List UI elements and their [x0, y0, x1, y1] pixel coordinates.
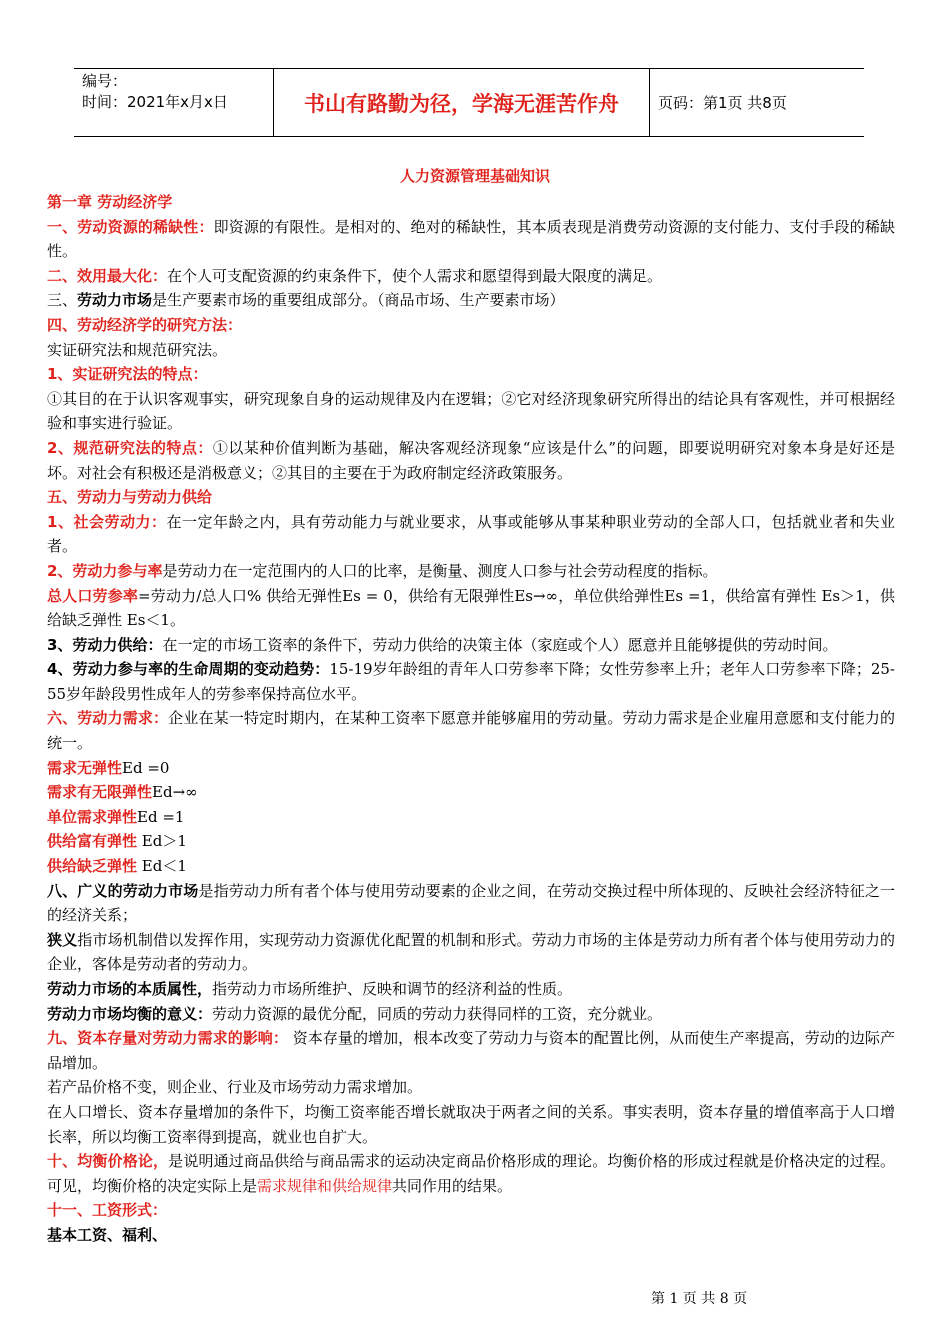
bold-term: 八、广义的劳动力市场: [47, 881, 199, 900]
section-heading: 十、均衡价格论，: [47, 1152, 169, 1171]
header-page-label: 页码：第1页 共8页: [658, 94, 787, 112]
paragraph-text: =劳动力/总人口% 供给无弹性Es = 0，供给有无限弹性Es→∞，单位供给弹性Es =1，供给富有弹性 Es＞1，供给缺乏弹性 Es＜1。: [47, 586, 895, 630]
section-heading: 四、劳动经济学的研究方法：: [47, 315, 243, 334]
header-meta: [74, 69, 274, 136]
paragraph-text: 三、: [47, 291, 78, 310]
paragraph-text: 即资源的有限性。是相对的、绝对的稀缺性，其本质表现是消费劳动资源的支付能力、支付手段的稀缺性。: [47, 217, 895, 261]
paragraph: [47, 854, 895, 879]
bold-term: 劳动力市场: [77, 291, 153, 310]
elasticity-term: 单位需求弹性: [47, 807, 138, 826]
paragraph-text: 是生产要素市场的重要组成部分。（商品市场、生产要素市场）: [152, 291, 565, 310]
section-heading: 总人口劳参率: [47, 586, 139, 605]
bold-term: 劳动力市场的本质属性，: [47, 980, 213, 998]
paragraph-text: 企业在某一特定时期内，在某种工资率下愿意并能够雇用的劳动量。劳动力需求是企业雇用意愿和支付能力的统一。: [47, 709, 895, 753]
bold-term: 劳动力市场均衡的意义：: [47, 1004, 213, 1023]
paragraph-text: ①以某种价值判断为基础，解决客观经济现象“应该是什么”的问题，即要说明研究对象本身是好还是坏。对社会有积极还是消极意义；②其目的主要在于为政府制定经济政策服务。: [47, 438, 895, 482]
paragraph: [47, 1149, 895, 1198]
highlighted-phrase: 需求规律和供给规律: [257, 1176, 393, 1195]
paragraph-text: Ed→∞: [152, 783, 198, 802]
paragraph: [47, 829, 895, 854]
paragraph-text: 是说明通过商品供给与商品需求的运动决定商品价格形成的理论。均衡价格的形成过程就是价格决定的过程。可见，均衡价格的决定实际上是: [47, 1152, 895, 1195]
elasticity-term: 供给缺乏弹性: [47, 857, 138, 876]
paragraph: [47, 264, 895, 289]
section-heading: 六、劳动力需求：: [47, 709, 169, 728]
paragraph: [47, 1100, 895, 1149]
document-header: [74, 68, 864, 137]
paragraph-text: 资本存量的增加，根本改变了劳动力与资本的配置比例，从而使生产率提高，劳动的边际产品增加。: [47, 1029, 895, 1072]
paragraph: [47, 805, 895, 830]
paragraph-text: 指市场机制借以发挥作用，实现劳动力资源优化配置的机制和形式。劳动力市场的主体是劳动力所有者个体与使用劳动力的企业，客体是劳动者的劳动力。: [47, 930, 895, 974]
paragraph: [47, 977, 895, 1002]
section-heading: 十一、工资形式：: [47, 1201, 168, 1220]
paragraph: [47, 1002, 895, 1027]
paragraph: [47, 387, 895, 436]
paragraph: [47, 362, 895, 387]
paragraph-text: Ed =1: [137, 807, 185, 826]
section-heading: 2、规范研究法的特点：: [47, 438, 213, 457]
paragraph: [47, 1026, 895, 1075]
paragraph: [47, 756, 895, 781]
paragraph: [47, 928, 895, 977]
chapter-title: 第一章 劳动经济学: [47, 193, 173, 211]
elasticity-term: 需求有无限弹性: [47, 783, 153, 802]
section-heading: 五、劳动力与劳动力供给: [47, 488, 213, 507]
paragraph: [47, 633, 895, 658]
bold-term: 基本工资、福利、: [47, 1225, 168, 1244]
paragraph: [47, 485, 895, 510]
section-heading: 一、劳动资源的稀缺性：: [47, 217, 214, 236]
paragraph-text: 在一定年龄之内，具有劳动能力与就业要求，从事或能够从事某种职业劳动的全部人口，包括就业者和失业者。: [47, 512, 895, 556]
paragraph: [47, 879, 895, 928]
paragraph: [47, 215, 895, 264]
paragraph-text: Ed =0: [122, 758, 170, 777]
paragraph-text: Ed＞1: [137, 832, 187, 851]
code-label: 编号：: [82, 72, 128, 90]
bold-term: 狭义: [47, 930, 78, 949]
paragraph-text: 是劳动力在一定范围内的人口的比率，是衡量、测度人口参与社会劳动程度的指标。: [162, 561, 718, 580]
paragraph-text: 在一定的市场工资率的条件下，劳动力供给的决策主体（家庭或个人）愿意并且能够提供的劳动时间。: [162, 635, 838, 654]
section-heading: 二、效用最大化：: [47, 266, 168, 285]
section-heading: 2、劳动力参与率: [47, 561, 163, 580]
paragraph-text: 若产品价格不变，则企业、行业及市场劳动力需求增加。: [47, 1078, 423, 1097]
elasticity-term: 供给富有弹性: [47, 832, 138, 851]
paragraph: [47, 1075, 895, 1100]
document-body: [47, 190, 895, 1248]
paragraph: [47, 1223, 895, 1248]
paragraph: [47, 584, 895, 633]
paragraph: [47, 1198, 895, 1223]
paragraph-text: 在人口增长、资本存量增加的条件下，均衡工资率能否增长就取决于两者之间的关系。事实表明，资本存量的增值率高于人口增长率，所以均衡工资率得到提高，就业也自扩大。: [47, 1102, 895, 1146]
paragraph: [47, 288, 895, 313]
chapter-heading: [47, 190, 895, 215]
bold-term: 4、劳动力参与率的生命周期的变动趋势：: [47, 660, 330, 679]
paragraph-text: 指劳动力市场所维护、反映和调节的经济利益的性质。: [212, 980, 573, 998]
header-motto: 书山有路勤为径，学海无涯苦作舟: [274, 69, 650, 136]
elasticity-term: 需求无弹性: [47, 758, 123, 777]
paragraph-text: 共同作用的结果。: [392, 1176, 513, 1195]
page-title: 人力资源管理基础知识: [399, 167, 550, 185]
paragraph-text: 实证研究法和规范研究法。: [47, 340, 228, 359]
page-footer: 第 1 页 共 8 页: [651, 1291, 748, 1307]
paragraph: [47, 706, 895, 755]
paragraph: [47, 657, 895, 706]
bold-term: 3、劳动力供给：: [47, 635, 163, 654]
section-heading: 1、社会劳动力：: [47, 512, 167, 531]
paragraph-text: 是指劳动力所有者个体与使用劳动要素的企业之间，在劳动交换过程中所体现的、反映社会经济特征之一的经济关系；: [47, 881, 895, 925]
paragraph-text: 劳动力资源的最优分配，同质的劳动力获得同样的工资，充分就业。: [212, 1004, 663, 1023]
paragraph: [47, 510, 895, 559]
paragraph-text: 在个人可支配资源的约束条件下，使个人需求和愿望得到最大限度的满足。: [167, 266, 663, 285]
paragraph-text: 15-19岁年龄组的青年人口劳参率下降；女性劳参率上升；老年人口劳参率下降；25-55岁年龄段男性成年人的劳参率保持高位水平。: [47, 660, 895, 703]
paragraph: [47, 313, 895, 338]
paragraph-text: ①其目的在于认识客观事实，研究现象自身的运动规律及内在逻辑；②它对经济现象研究所得出的结论具有客观性，并可根据经验和事实进行验证。: [47, 389, 895, 433]
section-heading: 九、资本存量对劳动力需求的影响：: [47, 1029, 288, 1048]
paragraph: [47, 436, 895, 485]
date-label: 时间：2021年x月x日: [82, 93, 228, 111]
paragraph: [47, 780, 895, 805]
paragraph-text: Ed＜1: [137, 857, 187, 876]
paragraph: [47, 559, 895, 584]
paragraph: [47, 338, 895, 363]
section-heading: 1、实证研究法的特点：: [47, 365, 208, 384]
